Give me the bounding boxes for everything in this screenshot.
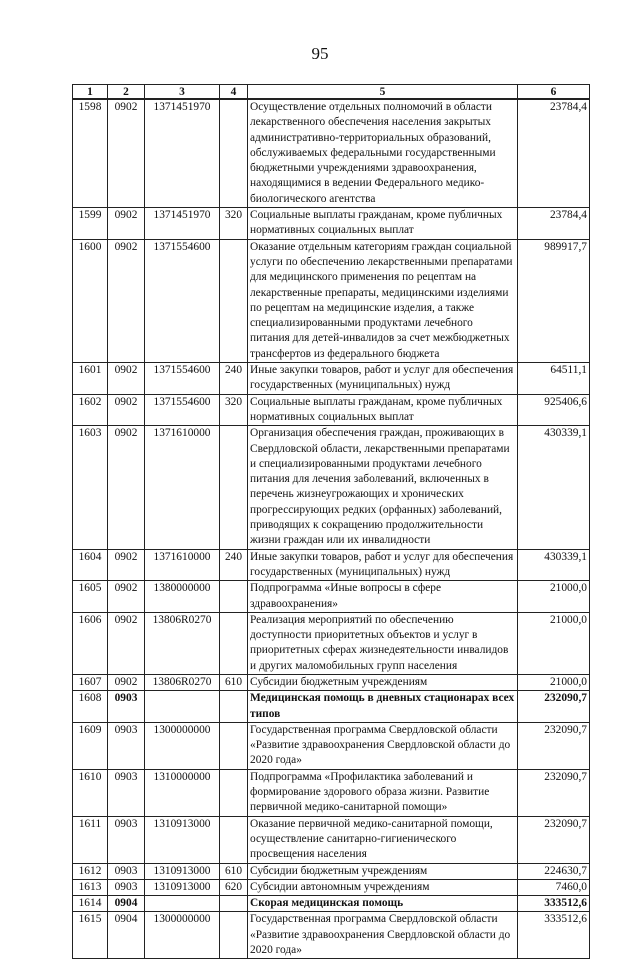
- table-row: [73, 549, 590, 581]
- header-col-6: 6: [518, 85, 590, 100]
- section-code: 0903: [108, 722, 145, 769]
- amount: 23784,4: [518, 99, 590, 208]
- section-code: 0902: [108, 239, 145, 362]
- expense-type-code: [220, 239, 248, 362]
- item-name: Субсидии бюджетным учреждениям: [248, 863, 518, 879]
- expense-type-code: [220, 912, 248, 959]
- amount: 224630,7: [518, 863, 590, 879]
- amount: 430339,1: [518, 426, 590, 549]
- expense-type-code: [220, 612, 248, 674]
- header-col-3: 3: [145, 85, 220, 100]
- table-row: [73, 208, 590, 240]
- amount: 21000,0: [518, 674, 590, 690]
- row-number: 1605: [73, 581, 108, 613]
- target-article-code: [145, 691, 220, 723]
- section-code: 0902: [108, 581, 145, 613]
- row-number: 1612: [73, 863, 108, 879]
- table-row: [73, 912, 590, 959]
- expense-type-code: [220, 896, 248, 912]
- expense-type-code: [220, 691, 248, 723]
- target-article-code: 1300000000: [145, 722, 220, 769]
- row-number: 1613: [73, 879, 108, 895]
- item-name: Субсидии бюджетным учреждениям: [248, 674, 518, 690]
- expense-type-code: 320: [220, 394, 248, 426]
- amount: 333512,6: [518, 896, 590, 912]
- target-article-code: 1310913000: [145, 879, 220, 895]
- item-name: Государственная программа Свердловской области «Развитие здравоохранения Свердловской области до 2020 года»: [248, 722, 518, 769]
- item-name: Социальные выплаты гражданам, кроме публичных нормативных социальных выплат: [248, 394, 518, 426]
- row-number: 1615: [73, 912, 108, 959]
- table-row: [73, 722, 590, 769]
- row-number: 1608: [73, 691, 108, 723]
- table-row: [73, 674, 590, 690]
- amount: 333512,6: [518, 912, 590, 959]
- target-article-code: 1310000000: [145, 769, 220, 816]
- table-row: [73, 239, 590, 362]
- section-code: 0902: [108, 99, 145, 208]
- expense-type-code: [220, 722, 248, 769]
- target-article-code: 1371610000: [145, 426, 220, 549]
- expense-type-code: 240: [220, 549, 248, 581]
- row-number: 1606: [73, 612, 108, 674]
- row-number: 1598: [73, 99, 108, 208]
- item-name: Субсидии автономным учреждениям: [248, 879, 518, 895]
- item-name: Подпрограмма «Профилактика заболеваний и формирование здорового образа жизни. Развитие первичной медико-санитарной помощи»: [248, 769, 518, 816]
- section-code: 0902: [108, 549, 145, 581]
- amount: 232090,7: [518, 769, 590, 816]
- expense-type-code: [220, 816, 248, 863]
- amount: 21000,0: [518, 581, 590, 613]
- target-article-code: 1371554600: [145, 363, 220, 395]
- expense-type-code: 240: [220, 363, 248, 395]
- header-col-2: 2: [108, 85, 145, 100]
- table-row: [73, 394, 590, 426]
- table-row: [73, 879, 590, 895]
- table-row: [73, 426, 590, 549]
- expense-type-code: 620: [220, 879, 248, 895]
- row-number: 1600: [73, 239, 108, 362]
- row-number: 1604: [73, 549, 108, 581]
- expense-type-code: 610: [220, 674, 248, 690]
- table-row: [73, 99, 590, 208]
- target-article-code: 13806R0270: [145, 612, 220, 674]
- budget-table: [72, 84, 590, 959]
- section-code: 0902: [108, 208, 145, 240]
- row-number: 1602: [73, 394, 108, 426]
- row-number: 1601: [73, 363, 108, 395]
- expense-type-code: 320: [220, 208, 248, 240]
- table-row: [73, 612, 590, 674]
- target-article-code: 1371554600: [145, 394, 220, 426]
- section-code: 0903: [108, 879, 145, 895]
- row-number: 1611: [73, 816, 108, 863]
- amount: 925406,6: [518, 394, 590, 426]
- section-code: 0902: [108, 394, 145, 426]
- item-name: Иные закупки товаров, работ и услуг для обеспечения государственных (муниципальных) нужд: [248, 549, 518, 581]
- section-code: 0903: [108, 816, 145, 863]
- item-name: Иные закупки товаров, работ и услуг для обеспечения государственных (муниципальных) нужд: [248, 363, 518, 395]
- table-header-row: [73, 85, 590, 100]
- amount: 7460,0: [518, 879, 590, 895]
- target-article-code: 1310913000: [145, 863, 220, 879]
- target-article-code: [145, 896, 220, 912]
- amount: 21000,0: [518, 612, 590, 674]
- section-code: 0904: [108, 912, 145, 959]
- target-article-code: 1371451970: [145, 99, 220, 208]
- target-article-code: 1371554600: [145, 239, 220, 362]
- target-article-code: 1310913000: [145, 816, 220, 863]
- amount: 430339,1: [518, 549, 590, 581]
- expense-type-code: [220, 426, 248, 549]
- item-name: Оказание отдельным категориям граждан социальной услуги по обеспечению лекарственными препаратами для медицинского применения по рецептам на лекарственные препараты, медицинскими изделиями по рецептам на медицинские изделия, а также специализированными продуктами лечебного питания для детей-инвалидов за счет межбюджетных трансфертов из федерального бюджета: [248, 239, 518, 362]
- expense-type-code: [220, 769, 248, 816]
- table-row: [73, 363, 590, 395]
- header-col-5: 5: [248, 85, 518, 100]
- amount: 989917,7: [518, 239, 590, 362]
- row-number: 1599: [73, 208, 108, 240]
- target-article-code: 13806R0270: [145, 674, 220, 690]
- expense-type-code: 610: [220, 863, 248, 879]
- table-row: [73, 581, 590, 613]
- section-code: 0903: [108, 769, 145, 816]
- table-row: [73, 863, 590, 879]
- target-article-code: 1380000000: [145, 581, 220, 613]
- target-article-code: 1300000000: [145, 912, 220, 959]
- table-row: [73, 769, 590, 816]
- target-article-code: 1371451970: [145, 208, 220, 240]
- expense-type-code: [220, 99, 248, 208]
- item-name: Медицинская помощь в дневных стационарах всех типов: [248, 691, 518, 723]
- table-row: [73, 816, 590, 863]
- section-code: 0903: [108, 691, 145, 723]
- table-body: [73, 99, 590, 959]
- header-col-4: 4: [220, 85, 248, 100]
- table-row: [73, 691, 590, 723]
- amount: 232090,7: [518, 722, 590, 769]
- row-number: 1610: [73, 769, 108, 816]
- section-code: 0903: [108, 863, 145, 879]
- section-code: 0902: [108, 612, 145, 674]
- item-name: Скорая медицинская помощь: [248, 896, 518, 912]
- amount: 232090,7: [518, 691, 590, 723]
- row-number: 1603: [73, 426, 108, 549]
- table-row: [73, 896, 590, 912]
- item-name: Организация обеспечения граждан, проживающих в Свердловской области, лекарственными препаратами и специализированными продуктами лечебного питания для лечения заболеваний, включенных в перечень жизнеугрожающих и хронических прогрессирующих редких (орфанных) заболеваний, приводящих к сокращению продолжительности жизни граждан или их инвалидности: [248, 426, 518, 549]
- page-number: 95: [311, 44, 329, 63]
- target-article-code: 1371610000: [145, 549, 220, 581]
- section-code: 0902: [108, 363, 145, 395]
- section-code: 0902: [108, 426, 145, 549]
- item-name: Осуществление отдельных полномочий в области лекарственного обеспечения населения закрытых административно-территориальных образований, обслуживаемых федеральными государственными бюджетными учреждениями здравоохранения, находящимися в ведении Федерального медико-биологического агентства: [248, 99, 518, 208]
- item-name: Государственная программа Свердловской области «Развитие здравоохранения Свердловской области до 2020 года»: [248, 912, 518, 959]
- expense-type-code: [220, 581, 248, 613]
- amount: 23784,4: [518, 208, 590, 240]
- section-code: 0902: [108, 674, 145, 690]
- section-code: 0904: [108, 896, 145, 912]
- row-number: 1609: [73, 722, 108, 769]
- amount: 232090,7: [518, 816, 590, 863]
- item-name: Реализация мероприятий по обеспечению доступности приоритетных объектов и услуг в приоритетных сферах жизнедеятельности инвалидов и других маломобильных групп населения: [248, 612, 518, 674]
- item-name: Оказание первичной медико-санитарной помощи, осуществление санитарно-гигиенического просвещения населения: [248, 816, 518, 863]
- item-name: Подпрограмма «Иные вопросы в сфере здравоохранения»: [248, 581, 518, 613]
- row-number: 1614: [73, 896, 108, 912]
- header-col-1: 1: [73, 85, 108, 100]
- item-name: Социальные выплаты гражданам, кроме публичных нормативных социальных выплат: [248, 208, 518, 240]
- amount: 64511,1: [518, 363, 590, 395]
- row-number: 1607: [73, 674, 108, 690]
